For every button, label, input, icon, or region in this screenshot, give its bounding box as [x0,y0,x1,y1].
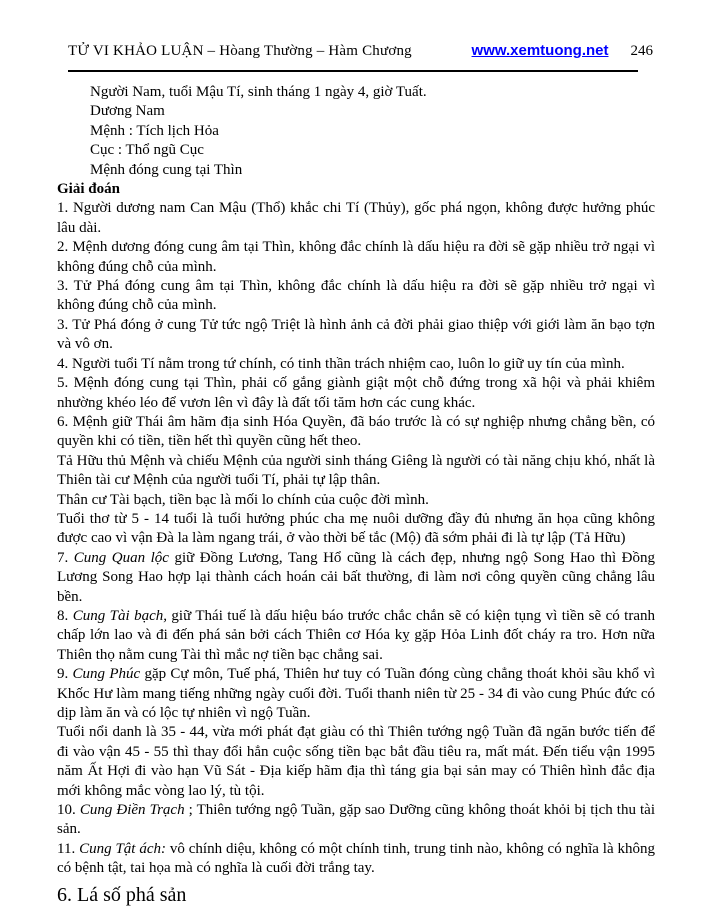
text-segment: 7. [57,549,74,566]
paragraph [57,238,655,277]
paragraph [57,723,655,801]
paragraph [57,510,655,549]
palace-name-italic: Cung Tật ách: [79,840,166,857]
text-segment: Tuổi thơ từ 5 - 14 tuổi là tuổi hưởng phúc cha mẹ nuôi dưỡng đầy đủ nhưng ăn họa cũng không được cao vì vận Đà la làm ngang trái, ở vào thời bế tắc (Mộ) đã sớm phải đi là tự lập (Tả Hữu) [57,510,655,547]
text-segment: 3. Tử Phá đóng ở cung Tử tức ngộ Triệt là hình ảnh cả đời phải giao thiệp với giới làm ăn bạo tợn và vô ơn. [57,316,655,353]
palace-name-italic: Cung Quan lộc [73,549,169,566]
text-segment: vô chính diệu, không có một chính tinh, trung tinh nào, không có nghĩa là không có bệnh tật, tai họa mà có nghĩa là cuối đời trắng tay. [57,840,655,877]
intro-line: Cục : Thổ ngũ Cục [90,142,204,159]
text-segment: 2. Mệnh dương đóng cung âm tại Thìn, không đắc chính là dấu hiệu ra đời sẽ gặp nhiều trở ngại vì không đúng chỗ của mình. [57,239,655,275]
birth-info-block [57,83,655,180]
text-segment: 3. Tử Phá đóng cung âm tại Thìn, không đắc chính là dấu hiệu ra đời sẽ gặp nhiều trở ngại vì không đúng chỗ của mình. [57,278,655,314]
page-number: 246 [630,43,653,59]
text-segment: Tả Hữu thủ Mệnh và chiếu Mệnh của người sinh tháng Giêng là người có tài năng chịu khó, nhất là Thiên tài cư Mệnh của người tuổi Tí, phải tự lập thân. [57,452,655,489]
paragraph [57,452,655,491]
intro-line: Mệnh đóng cung tại Thìn [90,161,243,178]
palace-name-italic: Cung Điền Trạch [79,802,185,819]
header-right-group [472,42,653,60]
paragraph [57,199,655,238]
paragraph [57,316,655,355]
text-segment: ; Thiên tướng ngộ Tuần, gặp sao Dưỡng cũng không thoát khỏi bị tịch thu tài sản. [57,802,655,838]
paragraph [57,374,655,413]
text-segment: giữ Thái tuế là dấu hiệu báo trước chắc chắn sẽ có kiện tụng vì tiền sẽ có tranh chấp lớn lao và đi đến phá sản bởi cách Thiên cơ Hóa kỵ gặp Hỏa Linh đốt cháy ra tro. Hơn nữa Thiên thọ nằm cung Tài thì mắc nợ tiền bạc chẳng sai. [57,607,655,663]
paragraph [57,840,655,879]
text-segment: 9. [57,666,73,683]
text-segment: gặp Cự môn, Tuế phá, Thiên hư tuy có Tuần đóng cùng chẳng thoát khỏi sầu khổ vì Khốc Hư làm mang tiếng những ngày cuối đời. Tuổi thanh niên từ 25 - 34 đi vào cung Phúc đức có dịp làm ăn và có lộc tự nhiên vì ngộ Tuần. [57,666,656,721]
text-segment: 6. Mệnh giữ Thái âm hãm địa sinh Hóa Quyền, đã báo trước là có sự nghiệp nhưng chẳng bền, có quyền khi có tiền, tiền hết thì quyền cũng hết theo. [57,413,655,450]
header-title: TỬ VI KHẢO LUẬN – Hòang Thường – Hàm Chương [68,43,412,59]
text-segment: 8. [57,607,73,624]
text-segment: 4. Người tuổi Tí nằm trong tứ chính, có tinh thần trách nhiệm cao, luôn lo giữ uy tín của mình. [57,355,625,372]
website-link[interactable]: www.xemtuong.net [471,42,609,59]
paragraph [57,413,655,452]
paragraph [57,801,655,840]
palace-name-italic: Cung Phúc [72,666,141,683]
header-divider [68,70,638,72]
intro-line: Dương Nam [90,103,165,120]
paragraph [57,549,655,607]
text-segment: Thân cư Tài bạch, tiền bạc là mối lo chính của cuộc đời mình. [57,491,429,508]
next-section-heading: 6. Lá số phá sản [57,883,187,906]
paragraph [57,607,655,665]
palace-name-italic: Cung Tài bạch, [72,607,167,624]
text-segment: 10. [57,802,80,819]
text-segment: 5. Mệnh đóng cung tại Thìn, phải cố gắng giành giật một chỗ đứng trong xã hội và phải khiêm nhường khéo léo để vươn lên vì đây là đất tối tăm hơn các cung khác. [57,375,655,411]
paragraph [57,665,655,723]
paragraph [57,277,655,316]
paragraph [57,491,655,510]
text-segment: 1. Người dương nam Can Mậu (Thổ) khắc chi Tí (Thủy), gốc phá ngọn, không được hưởng phúc lâu dài. [57,200,655,236]
text-segment: giữ Đồng Lương, Tang Hổ cũng là cách đẹp, nhưng ngộ Song Hao thì Đồng Lương Song Hao hợp lại thành cách hoán cải bất thường, đi làm nơi công quyền cũng chẳng lâu bền. [57,549,656,605]
intro-line: Người Nam, tuổi Mậu Tí, sinh tháng 1 ngày 4, giờ Tuất. [90,84,427,100]
text-segment: 11. [57,840,80,857]
intro-line: Mệnh : Tích lịch Hỏa [90,122,219,139]
page-header [68,42,653,60]
document-body [57,83,655,908]
text-segment: Tuổi nổi danh là 35 - 44, vừa mới phát đạt giàu có thì Thiên tướng ngộ Tuần đã ngăn bước tiến để đi vào vận 45 - 55 thì thay đổi hẳn cuộc sống tiền bạc bắt đầu tiêu ra, mất mát. Đến tiểu vận 1995 năm Ất Hợi đi vào hạn Vũ Sát - Địa kiếp hãm địa thì táng gia bại sản may có Thiên hình đắc địa mới không mắc vòng lao lý, tù tội. [57,724,655,799]
interpretation-paragraphs [57,199,655,878]
paragraph [57,355,655,374]
section-heading: Giải đoán [57,181,120,198]
